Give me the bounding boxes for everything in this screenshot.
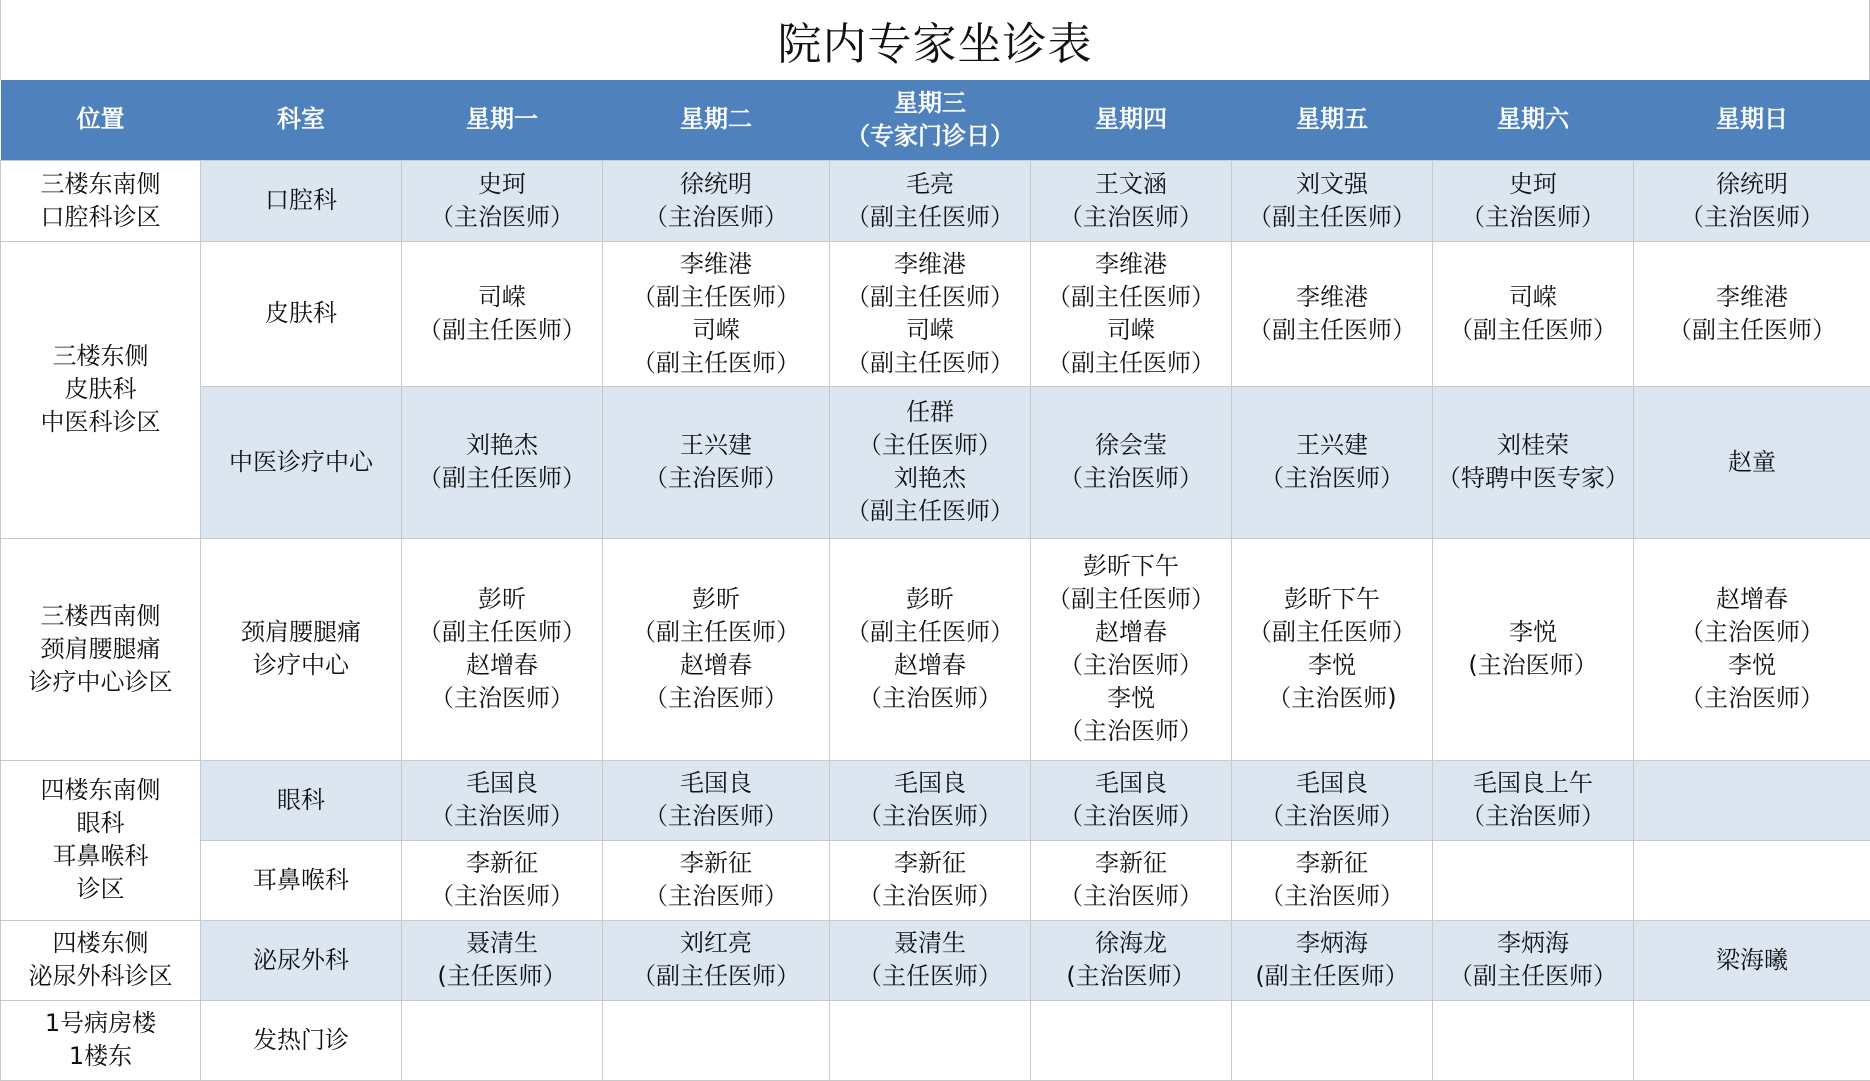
header-location: 位置 (1, 80, 201, 160)
schedule-cell-wednesday: 毛亮 （副主任医师） (830, 160, 1031, 241)
header-monday: 星期一 (402, 80, 603, 160)
schedule-cell-friday: 李炳海 (副主任医师） (1232, 920, 1433, 1000)
schedule-cell-wednesday: 毛国良 （主治医师） (830, 760, 1031, 840)
schedule-cell-monday: 聂清生 (主任医师） (402, 920, 603, 1000)
header-row (1, 80, 1870, 160)
header-sunday: 星期日 (1634, 80, 1870, 160)
schedule-cell-wednesday: 彭昕 （副主任医师） 赵增春 （主治医师） (830, 538, 1031, 760)
schedule-cell-monday: 司嵘 （副主任医师） (402, 241, 603, 386)
schedule-cell-friday: 彭昕下午 （副主任医师） 李悦 （主治医师) (1232, 538, 1433, 760)
header-tuesday: 星期二 (603, 80, 830, 160)
schedule-cell-sunday (1634, 1000, 1870, 1080)
schedule-cell-saturday (1433, 1000, 1634, 1080)
schedule-cell-monday: 史珂 （主治医师） (402, 160, 603, 241)
table-row (1, 920, 1870, 1000)
schedule-cell-thursday: 李新征 （主治医师） (1031, 840, 1232, 920)
location-cell: 三楼西南侧 颈肩腰腿痛 诊疗中心诊区 (1, 538, 201, 760)
schedule-cell-wednesday (830, 1000, 1031, 1080)
schedule-cell-wednesday: 李新征 （主治医师） (830, 840, 1031, 920)
table-row (1, 538, 1870, 760)
schedule-cell-friday: 毛国良 （主治医师） (1232, 760, 1433, 840)
header-thursday: 星期四 (1031, 80, 1232, 160)
schedule-cell-sunday: 徐统明 （主治医师） (1634, 160, 1870, 241)
table-row (1, 241, 1870, 386)
department-cell: 中医诊疗中心 (201, 386, 402, 538)
schedule-cell-tuesday: 毛国良 （主治医师） (603, 760, 830, 840)
schedule-cell-saturday: 毛国良上午 （主治医师） (1433, 760, 1634, 840)
schedule-cell-tuesday: 徐统明 （主治医师） (603, 160, 830, 241)
schedule-cell-monday: 彭昕 （副主任医师） 赵增春 （主治医师） (402, 538, 603, 760)
schedule-cell-tuesday: 刘红亮 （副主任医师） (603, 920, 830, 1000)
schedule-cell-monday: 刘艳杰 （副主任医师） (402, 386, 603, 538)
schedule-cell-sunday: 梁海曦 (1634, 920, 1870, 1000)
schedule-cell-friday (1232, 1000, 1433, 1080)
schedule-cell-sunday: 赵增春 （主治医师） 李悦 （主治医师） (1634, 538, 1870, 760)
header-wednesday: 星期三 （专家门诊日） (830, 80, 1031, 160)
schedule-cell-wednesday: 李维港 （副主任医师） 司嵘 （副主任医师） (830, 241, 1031, 386)
table-row (1, 1000, 1870, 1080)
schedule-cell-sunday (1634, 840, 1870, 920)
schedule-cell-saturday (1433, 840, 1634, 920)
header-department: 科室 (201, 80, 402, 160)
schedule-cell-monday (402, 1000, 603, 1080)
schedule-cell-wednesday: 聂清生 （主任医师） (830, 920, 1031, 1000)
schedule-cell-tuesday: 李新征 （主治医师） (603, 840, 830, 920)
department-cell: 颈肩腰腿痛 诊疗中心 (201, 538, 402, 760)
schedule-cell-saturday: 司嵘 （副主任医师） (1433, 241, 1634, 386)
schedule-cell-sunday: 李维港 （副主任医师） (1634, 241, 1870, 386)
table-row (1, 760, 1870, 840)
schedule-cell-thursday: 徐海龙 (主治医师） (1031, 920, 1232, 1000)
schedule-cell-sunday: 赵童 (1634, 386, 1870, 538)
schedule-cell-thursday: 李维港 （副主任医师） 司嵘 （副主任医师） (1031, 241, 1232, 386)
department-cell: 发热门诊 (201, 1000, 402, 1080)
schedule-cell-tuesday: 李维港 （副主任医师） 司嵘 （副主任医师） (603, 241, 830, 386)
location-cell: 三楼东侧 皮肤科 中医科诊区 (1, 241, 201, 538)
schedule-cell-saturday: 李悦 (主治医师） (1433, 538, 1634, 760)
schedule-cell-tuesday (603, 1000, 830, 1080)
department-cell: 皮肤科 (201, 241, 402, 386)
schedule-cell-saturday: 李炳海 （副主任医师） (1433, 920, 1634, 1000)
department-cell: 眼科 (201, 760, 402, 840)
page-title: 院内专家坐诊表 (0, 0, 1870, 80)
schedule-cell-saturday: 刘桂荣 （特聘中医专家） (1433, 386, 1634, 538)
schedule-cell-friday: 李新征 （主治医师） (1232, 840, 1433, 920)
department-cell: 耳鼻喉科 (201, 840, 402, 920)
schedule-cell-saturday: 史珂 （主治医师） (1433, 160, 1634, 241)
schedule-cell-friday: 刘文强 （副主任医师） (1232, 160, 1433, 241)
schedule-cell-monday: 李新征 （主治医师） (402, 840, 603, 920)
table-row (1, 840, 1870, 920)
schedule-cell-thursday: 彭昕下午 （副主任医师） 赵增春 （主治医师） 李悦 （主治医师） (1031, 538, 1232, 760)
schedule-cell-friday: 王兴建 （主治医师） (1232, 386, 1433, 538)
location-cell: 四楼东侧 泌尿外科诊区 (1, 920, 201, 1000)
location-cell: 四楼东南侧 眼科 耳鼻喉科 诊区 (1, 760, 201, 920)
schedule-cell-thursday (1031, 1000, 1232, 1080)
schedule-cell-tuesday: 彭昕 （副主任医师） 赵增春 （主治医师） (603, 538, 830, 760)
header-friday: 星期五 (1232, 80, 1433, 160)
department-cell: 泌尿外科 (201, 920, 402, 1000)
schedule-cell-tuesday: 王兴建 （主治医师） (603, 386, 830, 538)
schedule-cell-sunday (1634, 760, 1870, 840)
schedule-cell-thursday: 毛国良 （主治医师） (1031, 760, 1232, 840)
table-row (1, 386, 1870, 538)
department-cell: 口腔科 (201, 160, 402, 241)
location-cell: 1号病房楼 1楼东 (1, 1000, 201, 1080)
location-cell: 三楼东南侧 口腔科诊区 (1, 160, 201, 241)
header-saturday: 星期六 (1433, 80, 1634, 160)
table-row (1, 160, 1870, 241)
schedule-table (0, 80, 1870, 1081)
schedule-cell-thursday: 王文涵 （主治医师） (1031, 160, 1232, 241)
schedule-cell-monday: 毛国良 （主治医师） (402, 760, 603, 840)
schedule-cell-thursday: 徐会莹 （主治医师） (1031, 386, 1232, 538)
schedule-cell-wednesday: 任群 （主任医师） 刘艳杰 （副主任医师） (830, 386, 1031, 538)
schedule-cell-friday: 李维港 （副主任医师） (1232, 241, 1433, 386)
